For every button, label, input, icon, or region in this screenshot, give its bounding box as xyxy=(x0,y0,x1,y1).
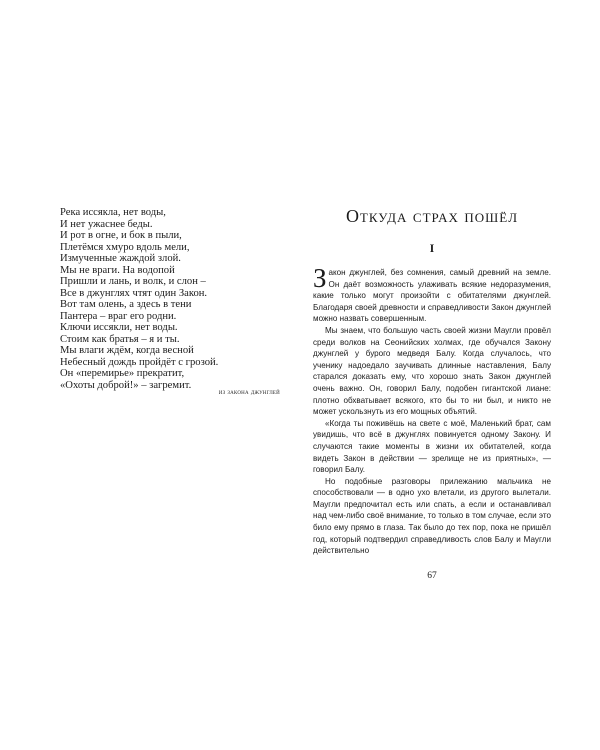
poem-line: Пантера – враг его родни. xyxy=(60,310,177,322)
poem-line: И нет ужаснее беды. xyxy=(60,218,153,230)
chapter-number: I xyxy=(429,241,435,255)
poem-line: Ключи иссякли, нет воды. xyxy=(60,322,178,333)
paragraph-text: акон джунглей, без сомнения, самый древний на земле. Он даёт возможность улаживать всякие недоразумения, какие только могут произойти с обитателями джунглей. Благодаря своей древности и справедливости Закон джунглей можно назвать совершенным. xyxy=(313,268,551,324)
poem-line: Плетёмся хмуро вдоль мели, xyxy=(60,241,190,253)
drop-cap: З xyxy=(313,263,327,293)
paragraph: Но подобные разговоры прилежанию мальчика не способствовали — в одно ухо влетали, из другого вылетали. Маугли предпочитал есть или спать, а если и останавливал над чем-либо своё внимание, то только в том случае, если это било ему прямо в глаза. Так было до тех пор, пока не пришёл год, который подтвердил справедливость слов Балу и Маугли действительно xyxy=(313,476,551,556)
page-number: 67 xyxy=(427,571,437,581)
poem-line: Измученные жаждой злой. xyxy=(60,253,181,264)
poem-line: Стоим как братья – я и ты. xyxy=(60,333,180,345)
paragraph: Мы знаем, что большую часть своей жизни Маугли провёл среди волков на Сеонийских холмах, где обучался Закону джунглей у бурого медведя Балу. Когда случалось, что ученику надоедало заучивать длинные наставления, Балу старался доказать ему, что хорошо знать Закон джунглей очень важно. Он, говорил Балу, подобен гигантской лиане: плотно обхватывает всякого, кто бы то ни был, и никто не может ускользнуть из его мощных объятий. xyxy=(313,325,551,417)
poem-line: Все в джунглях чтят один Закон. xyxy=(60,287,208,299)
poem-source-attribution: из закона джунглей xyxy=(218,387,280,396)
chapter-body xyxy=(313,263,551,557)
poem-line: Он «перемирье» прекратит, xyxy=(60,368,185,379)
poem-line: Мы не враги. На водопой xyxy=(60,264,175,276)
poem-line: «Охоты доброй!» – загремит. xyxy=(60,379,192,391)
poem-line: Небесный дождь пройдёт с грозой. xyxy=(60,356,219,368)
poem-line: Мы влаги ждём, когда весной xyxy=(60,345,194,356)
poem-line: И рот в огне, и бок в пыли, xyxy=(60,230,182,241)
epigraph-poem xyxy=(60,207,290,391)
paragraph xyxy=(313,263,551,325)
poem-line: Пришли и лань, и волк, и слон – xyxy=(60,276,206,287)
poem-line: Вот там олень, а здесь в тени xyxy=(60,299,192,310)
poem-line: Река иссякла, нет воды, xyxy=(60,207,166,218)
chapter-title: Откуда страх пошёл xyxy=(345,206,519,226)
paragraph: «Когда ты поживёшь на свете с моё, Маленький брат, сам увидишь, что всё в джунглях повинуется одному Закону. И случаются такие моменты в жизни их обитателей, когда видеть Закон в действии — зрелище не из приятных», — говорил Балу. xyxy=(313,418,551,475)
